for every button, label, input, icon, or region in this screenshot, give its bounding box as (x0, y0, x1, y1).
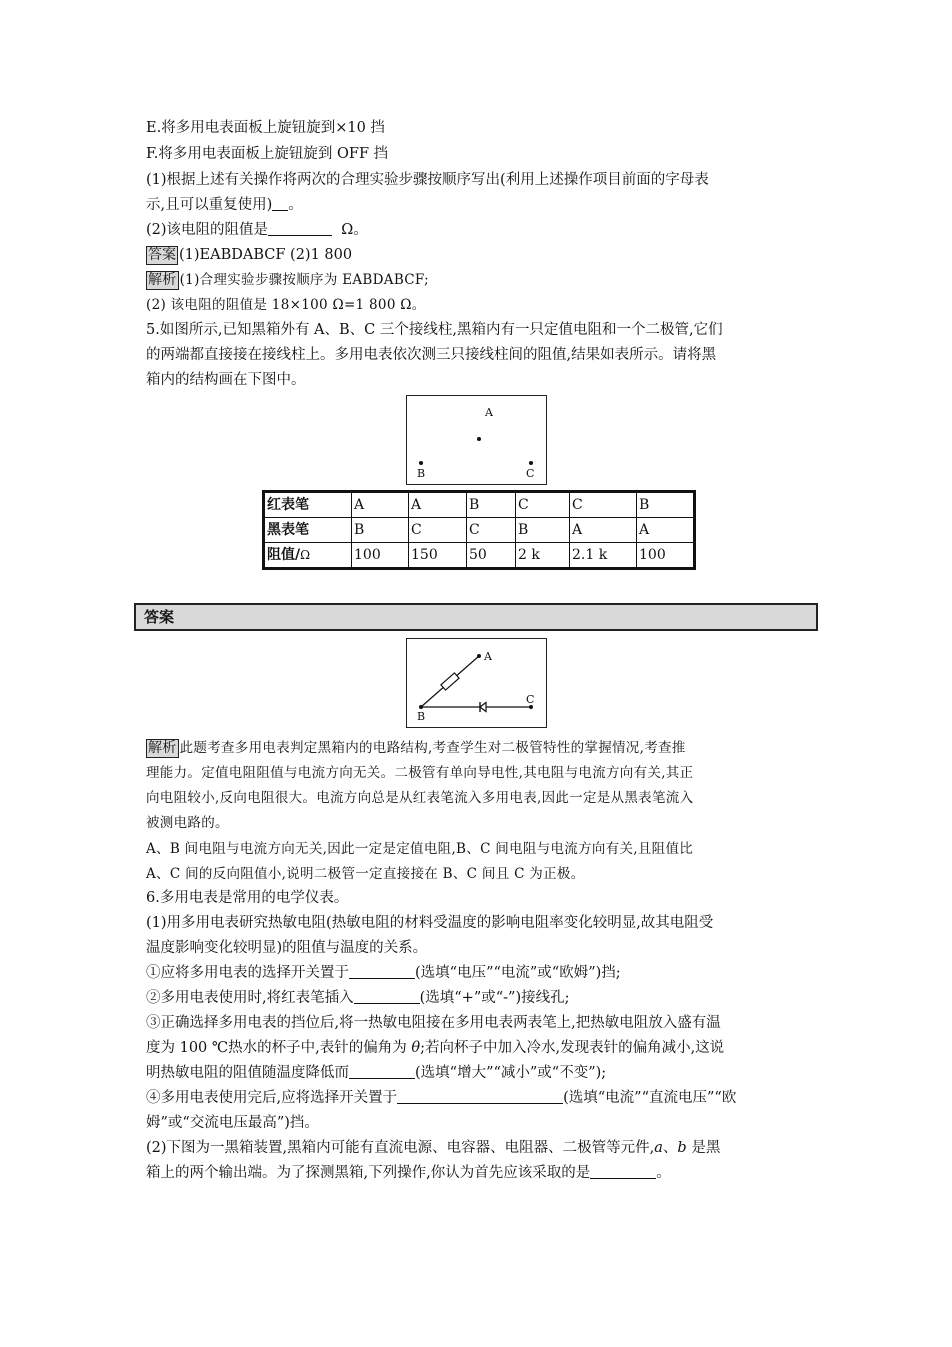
terminal-b-var: b (677, 1140, 687, 1156)
analysis-5-line-4: 被测电路的。 (146, 815, 229, 831)
terminal-b-label: B (417, 710, 426, 723)
part-2-end: 。 (656, 1165, 671, 1181)
table-cell: B (637, 492, 695, 518)
table-cell: B (352, 518, 409, 543)
row-head-resistance (264, 543, 352, 569)
answer-4-text: (1)EABDABCF (2)1 800 (179, 247, 353, 263)
question-5-line-3: 箱内的结构画在下图中。 (146, 372, 306, 388)
analysis-5-line-3: 向电阻较小,反向电阻很大。电流方向总是从红表笔流入多用电表,因此一定是从黑表笔流入 (146, 790, 694, 806)
table-cell: 2 k (516, 543, 570, 569)
terminal-a-dot (477, 654, 481, 658)
question-2-unit: Ω。 (341, 222, 368, 238)
theta-symbol: θ (411, 1040, 421, 1056)
question-6-intro: 6.多用电表是常用的电学仪表。 (146, 890, 349, 906)
table-cell: C (570, 492, 637, 518)
question-6-step-4-line-2: 姆”或“交流电压最高”)挡。 (146, 1115, 319, 1131)
terminal-a-label: A (484, 650, 492, 663)
option-f-line: F.将多用电表面板上旋钮旋到 OFF 挡 (146, 146, 389, 162)
question-6-part-1-line-2: 温度影响变化较明显)的阻值与温度的关系。 (146, 940, 428, 956)
question-6-step-3-line-1: ③正确选择多用电表的挡位后,将一热敏电阻接在多用电表两表笔上,把热敏电阻放入盛有温 (146, 1015, 721, 1031)
analysis-tag: 解析 (148, 740, 177, 756)
analysis-4-line-2: (2) 该电阻的阻值是 18×100 Ω=1 800 Ω。 (146, 297, 426, 313)
table-cell: A (352, 492, 409, 518)
table-cell: C (467, 518, 516, 543)
step-3-hint: (选填“增大”“减小”或“不变”); (415, 1065, 607, 1081)
table-row (264, 518, 695, 543)
answer-circuit-figure (406, 638, 547, 728)
table-cell: C (516, 492, 570, 518)
terminal-b-dot (419, 705, 423, 709)
table-cell: 50 (467, 543, 516, 569)
question-6-part-1-line-1: (1)用多用电表研究热敏电阻(热敏电阻的材料受温度的影响电阻率变化较明显,故其电阻受 (146, 915, 714, 931)
analysis-5-line-5: A、B 间电阻与电流方向无关,因此一定是定值电阻,B、C 间电阻与电流方向有关,且阻值比 (146, 841, 694, 857)
table-cell: 2.1 k (570, 543, 637, 569)
part-2-text: 箱上的两个输出端。为了探测黑箱,下列操作,你认为首先应该采取的是 (146, 1165, 591, 1181)
part-2-text-post: 是黑 (686, 1140, 721, 1156)
question-6-step-2 (146, 988, 570, 1008)
resistance-unit: Ω (300, 548, 311, 562)
answer-circuit-svg (407, 639, 546, 727)
question-1-end: 。 (288, 197, 303, 213)
analysis-5-line-6: A、C 间的反向阻值小,说明二极管一定直接接在 B、C 间且 C 为正极。 (146, 866, 585, 882)
table-cell: B (467, 492, 516, 518)
step-2-text: ②多用电表使用时,将红表笔插入 (146, 990, 354, 1006)
question-5-line-2: 的两端都直接接在接线柱上。多用电表依次测三只接线柱间的阻值,结果如表所示。请将黑 (146, 347, 717, 363)
question-1-line-1: (1)根据上述有关操作将两次的合理实验步骤按顺序写出(利用上述操作项目前面的字母表 (146, 172, 709, 188)
table-cell: A (570, 518, 637, 543)
question-1-line-2 (146, 195, 303, 215)
question-2-line (146, 220, 368, 240)
row-head-red-probe: 红表笔 (264, 492, 352, 518)
question-1-text: 示,且可以重复使用) (146, 197, 273, 213)
answer-4-line (146, 245, 352, 265)
analysis-4-line-1 (146, 270, 429, 290)
step-3-text-pre: 度为 100 ℃热水的杯子中,表针的偏角为 (146, 1040, 412, 1056)
question-6-part-2-line-2 (146, 1163, 671, 1183)
step-4-hint: (选填“电流”“直流电压”“欧 (563, 1090, 737, 1106)
option-e-line: E.将多用电表面板上旋钮旋到×10 挡 (146, 120, 385, 136)
terminal-b-dot (419, 461, 423, 465)
resistance-label: 阻值/ (267, 547, 301, 563)
measurement-table (262, 490, 696, 570)
step-3-text-post: ;若向杯子中加入冷水,发现表针的偏角减小,这说 (420, 1040, 725, 1056)
question-5-line-1: 5.如图所示,已知黑箱外有 A、B、C 三个接线柱,黑箱内有一只定值电阻和一个二极管,它们 (146, 322, 723, 338)
table-cell: 150 (409, 543, 467, 569)
question-6-part-2-line-1 (146, 1138, 720, 1158)
question-6-step-3-line-3 (146, 1063, 606, 1083)
terminal-b-label: B (417, 467, 426, 480)
part-2-sep: 、 (662, 1140, 678, 1156)
analysis-4-text-1: (1)合理实验步骤按顺序为 EABDABCF; (179, 272, 429, 288)
terminal-a-label: A (485, 406, 493, 419)
analysis-5-text-1: 此题考查多用电表判定黑箱内的电路结构,考查学生对二极管特性的掌握情况,考查推 (179, 740, 686, 756)
question-2-text: (2)该电阻的阻值是 (146, 222, 269, 238)
terminal-a-dot (477, 437, 481, 441)
table-row (264, 492, 695, 518)
answer-blank (397, 1089, 563, 1104)
table-cell: 100 (637, 543, 695, 569)
table-cell: 100 (352, 543, 409, 569)
answer-blank (354, 989, 420, 1004)
question-6-step-3-line-2 (146, 1038, 724, 1058)
table-cell: C (409, 518, 467, 543)
answer-blank (590, 1164, 656, 1179)
answer-blank (272, 196, 288, 211)
resistor-symbol (441, 673, 459, 690)
terminal-a-var: a (654, 1140, 663, 1156)
part-2-text-pre: (2)下图为一黑箱装置,黑箱内可能有直流电源、电容器、电阻器、二极管等元件, (146, 1140, 655, 1156)
answer-bar: 答案 (134, 603, 818, 631)
step-1-text: ①应将多用电表的选择开关置于 (146, 965, 349, 981)
question-6-step-1 (146, 963, 621, 983)
table-cell: A (409, 492, 467, 518)
table-cell: A (637, 518, 695, 543)
analysis-5-line-2: 理能力。定值电阻阻值与电流方向无关。二极管有单向导电性,其电阻与电流方向有关,其正 (146, 765, 694, 781)
answer-blank (349, 1064, 415, 1079)
table-cell: B (516, 518, 570, 543)
question-6-step-4-line-1 (146, 1088, 736, 1108)
terminal-c-label: C (526, 693, 535, 706)
answer-tag: 答案 (148, 247, 176, 263)
step-2-hint: (选填“+”或“-”)接线孔; (419, 990, 570, 1006)
answer-blank (268, 221, 332, 236)
terminal-c-label: C (526, 467, 535, 480)
analysis-5-line-1 (146, 738, 686, 758)
table-row (264, 543, 695, 569)
step-4-text: ④多用电表使用完后,应将选择开关置于 (146, 1090, 398, 1106)
diode-symbol (480, 703, 486, 712)
terminal-c-dot (529, 461, 533, 465)
step-1-hint: (选填“电压”“电流”或“欧姆”)挡; (415, 965, 621, 981)
black-box-figure (406, 395, 547, 485)
step-3-text: 明热敏电阻的阻值随温度降低而 (146, 1065, 349, 1081)
row-head-black-probe: 黑表笔 (264, 518, 352, 543)
answer-blank (349, 964, 415, 979)
analysis-tag: 解析 (148, 272, 177, 288)
